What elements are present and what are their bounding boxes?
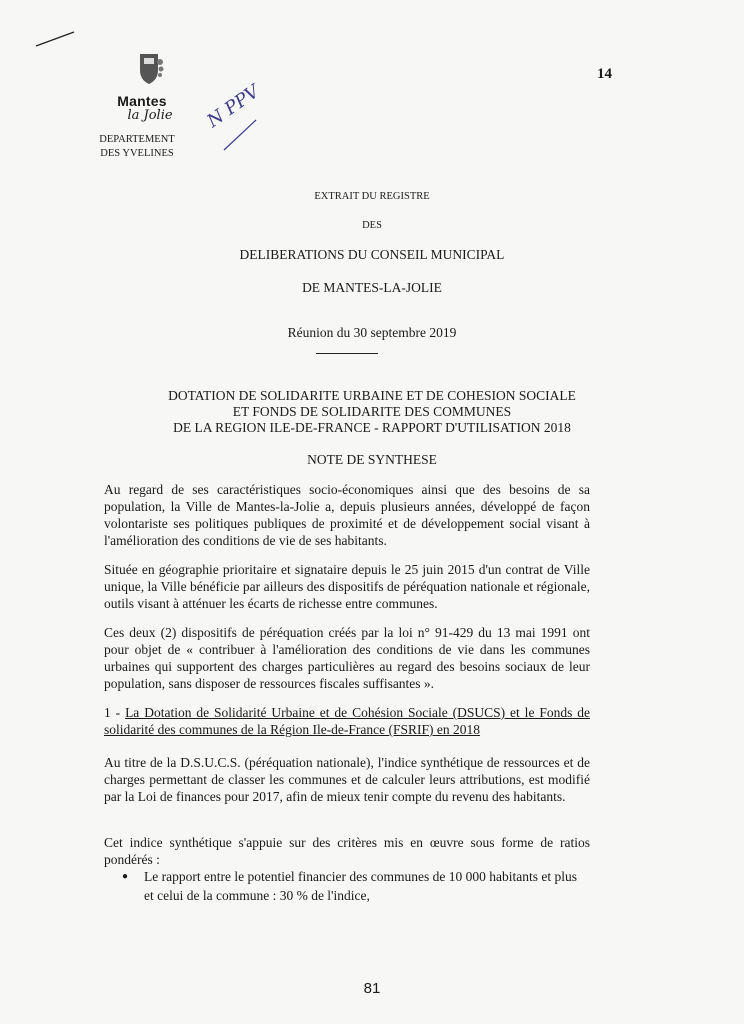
bullet-icon: ● xyxy=(122,871,129,882)
paragraph-4-text: Au titre de la D.S.U.C.S. (péréquation nationale), l'indice synthétique de ressources et de charges permettant de classer les communes et de calculer leurs attributions, est modifié par la Loi de finances pour 2017, afin de mieux tenir compte du revenu des habitants. xyxy=(104,755,590,804)
registry-line-1: EXTRAIT DU REGISTRE xyxy=(314,191,430,202)
paragraph-2-text: Située en géographie prioritaire et signataire depuis le 25 juin 2015 d'un contrat de Ville unique, la Ville bénéficie par ailleurs des dispositifs de péréquation nationale et régionale, outils visant à atténuer les écarts de richesse entre communes. xyxy=(104,562,590,611)
list-item xyxy=(122,867,590,905)
title-line-2: ET FONDS DE SOLIDARITE DES COMMUNES xyxy=(232,404,512,419)
title-line-3: DE LA REGION ILE-DE-FRANCE - RAPPORT D'UTILISATION 2018 xyxy=(173,420,571,435)
title-line-1: DOTATION DE SOLIDARITE URBAINE ET DE COHESION SOCIALE xyxy=(168,388,576,403)
meeting-date: Réunion du 30 septembre 2019 xyxy=(287,325,457,340)
paragraph-5 xyxy=(104,834,590,868)
registry-line-3: DELIBERATIONS DU CONSEIL MUNICIPAL xyxy=(239,247,505,262)
paragraph-3 xyxy=(104,624,590,692)
registry-line-4: DE MANTES-LA-JOLIE xyxy=(302,280,442,295)
separator-line xyxy=(316,353,378,354)
coat-of-arms-icon xyxy=(138,52,164,86)
department-line-2: DES YVELINES xyxy=(100,148,174,159)
department-label xyxy=(92,133,182,161)
logo-script: la Jolie xyxy=(127,108,173,123)
note-subtitle: NOTE DE SYNTHESE xyxy=(307,452,437,467)
page-number: 81 xyxy=(363,980,381,997)
handwritten-annotation: N PPV xyxy=(203,81,264,132)
city-logo xyxy=(96,52,206,123)
section-number: 1 - xyxy=(104,705,126,720)
department-line-1: DEPARTEMENT xyxy=(99,134,175,145)
page-mark: 14 xyxy=(597,66,612,82)
paragraph-4 xyxy=(104,754,590,805)
section-title: La Dotation de Solidarité Urbaine et de Cohésion Sociale (DSUCS) et le Fonds de solidarité des communes de la Région Ile-de-France (FSRIF) en 2018 xyxy=(104,705,590,737)
paragraph-5-text: Cet indice synthétique s'appuie sur des critères mis en œuvre sous forme de ratios pondérés : xyxy=(104,835,590,867)
paragraph-3-text: Ces deux (2) dispositifs de péréquation créés par la loi n° 91-429 du 13 mai 1991 ont pour objet de « contribuer à l'amélioration des conditions de vie dans les communes urbaines qui supportent des charges particulières au regard des besoins sociaux de leur population, sans disposer de ressources fiscales suffisantes ». xyxy=(104,625,590,691)
paragraph-1-text: Au regard de ses caractéristiques socio-économiques ainsi que des besoins de sa population, la Ville de Mantes-la-Jolie a, depuis plusieurs années, développé de façon volontariste ses politiques publiques de proximité et de développement social visant à l'amélioration des conditions de vie de ses habitants. xyxy=(104,482,590,548)
logo-name: Mantes xyxy=(117,93,167,109)
bullet-text: Le rapport entre le potentiel financier des communes de 10 000 habitants et plus et celui de la commune : 30 % de l'indice, xyxy=(144,869,577,903)
paragraph-1 xyxy=(104,481,590,549)
section-heading xyxy=(104,704,590,738)
registry-line-2: DES xyxy=(362,220,382,231)
paragraph-2 xyxy=(104,561,590,612)
